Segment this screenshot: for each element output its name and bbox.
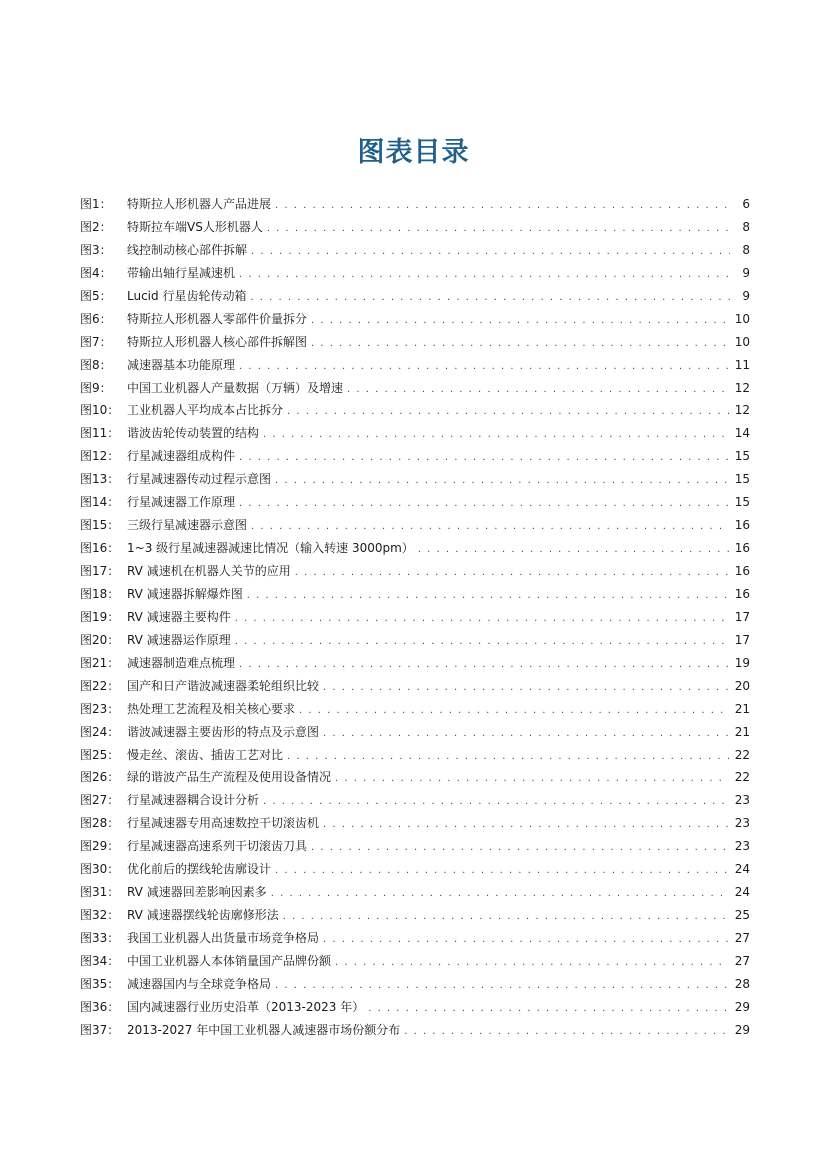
toc-dot-leader bbox=[311, 310, 729, 333]
toc-entry-page-number[interactable]: 23 bbox=[734, 839, 750, 854]
toc-entry-label: 图5： bbox=[80, 288, 112, 303]
toc-entry[interactable] bbox=[80, 468, 750, 491]
toc-entry[interactable] bbox=[80, 789, 750, 812]
toc-entry-title[interactable]: 线控制动核心部件拆解 bbox=[127, 242, 248, 257]
toc-entry[interactable] bbox=[80, 377, 750, 400]
toc-entry-title[interactable]: 带输出轴行星减速机 bbox=[127, 265, 236, 280]
toc-entry-title[interactable]: 行星减速器组成构件 bbox=[127, 449, 236, 464]
toc-entry-title[interactable]: 2013-2027 年中国工业机器人减速器市场份额分布 bbox=[127, 1022, 401, 1037]
toc-dot-leader bbox=[263, 424, 729, 447]
toc-dot-leader bbox=[235, 631, 729, 654]
toc-dot-leader bbox=[275, 195, 730, 218]
toc-dot-leader bbox=[239, 356, 729, 379]
toc-entry[interactable] bbox=[80, 904, 750, 927]
toc-entry-title[interactable]: 特斯拉车端VS人形机器人 bbox=[127, 219, 263, 234]
toc-dot-leader bbox=[311, 333, 729, 356]
toc-entry[interactable] bbox=[80, 950, 750, 973]
toc-entry-label: 图36： bbox=[80, 999, 120, 1014]
toc-dot-leader bbox=[311, 837, 729, 860]
toc-entry[interactable] bbox=[80, 652, 750, 675]
toc-entry-label: 图2： bbox=[80, 219, 112, 234]
toc-entry-label: 图1： bbox=[80, 197, 112, 211]
toc-entry-page-number[interactable]: 23 bbox=[734, 793, 750, 808]
toc-entry-label: 图32： bbox=[80, 908, 120, 923]
toc-entry[interactable] bbox=[80, 606, 750, 629]
toc-dot-leader bbox=[251, 241, 730, 264]
toc-entry[interactable] bbox=[80, 399, 750, 422]
toc-entry-page-number[interactable]: 21 bbox=[734, 701, 750, 716]
toc-entry-title[interactable]: 谐波减速器主要齿形的特点及示意图 bbox=[127, 724, 320, 739]
toc-entry-title[interactable]: 慢走丝、滚齿、插齿工艺对比 bbox=[127, 747, 284, 762]
toc-entry[interactable] bbox=[80, 354, 750, 377]
toc-entry[interactable] bbox=[80, 285, 750, 308]
toc-entry-title[interactable]: RV 减速器拆解爆炸图 bbox=[127, 586, 243, 601]
toc-entry[interactable] bbox=[80, 881, 750, 904]
toc-entry-page-number[interactable]: 17 bbox=[734, 609, 750, 624]
toc-dot-leader bbox=[239, 264, 730, 287]
toc-entry[interactable] bbox=[80, 858, 750, 881]
toc-dot-leader bbox=[418, 539, 729, 562]
toc-entry-label: 图33： bbox=[80, 931, 120, 945]
toc-entry[interactable] bbox=[80, 675, 750, 698]
toc-entry-page-number[interactable]: 9 bbox=[742, 288, 750, 303]
toc-entry[interactable] bbox=[80, 812, 750, 835]
toc-entry-page-number[interactable]: 29 bbox=[734, 999, 750, 1014]
toc-dot-leader bbox=[335, 768, 729, 791]
toc-entry-label: 图12： bbox=[80, 449, 120, 464]
toc-entry-page-number[interactable]: 22 bbox=[734, 770, 750, 785]
toc-entry-title[interactable]: 三级行星减速器示意图 bbox=[127, 518, 248, 533]
toc-entry[interactable] bbox=[80, 835, 750, 858]
toc-dot-leader bbox=[299, 700, 729, 723]
toc-entry-label: 图10： bbox=[80, 403, 120, 418]
toc-entry-title[interactable]: 热处理工艺流程及相关核心要求 bbox=[127, 701, 296, 716]
toc-dot-leader bbox=[368, 998, 728, 1021]
toc-entry-title[interactable]: RV 减速器回差影响因素多 bbox=[127, 885, 267, 900]
toc-dot-leader bbox=[247, 585, 729, 608]
toc-entry-title[interactable]: RV 减速器主要构件 bbox=[127, 609, 231, 624]
toc-entry[interactable] bbox=[80, 331, 750, 354]
toc-dot-leader bbox=[335, 952, 729, 975]
toc-entry-label: 图20： bbox=[80, 632, 120, 647]
toc-entry-label: 图6： bbox=[80, 311, 112, 326]
toc-entry-page-number[interactable]: 16 bbox=[734, 586, 750, 601]
toc-entry[interactable] bbox=[80, 744, 750, 767]
toc-entry-page-number[interactable]: 15 bbox=[734, 449, 750, 464]
toc-entry-title[interactable]: 行星减速器耦合设计分析 bbox=[127, 793, 260, 808]
page-title: 图表目录 bbox=[357, 137, 470, 168]
toc-entry-page-number[interactable]: 22 bbox=[734, 747, 750, 762]
toc-entry-page-number[interactable]: 6 bbox=[742, 197, 750, 211]
toc-entry-title[interactable]: 国内减速器行业历史沿革（2013-2023 年） bbox=[127, 999, 365, 1014]
toc-entry[interactable] bbox=[80, 308, 750, 331]
toc-entry-label: 图17： bbox=[80, 564, 120, 578]
toc-dot-leader bbox=[323, 723, 729, 746]
toc-entry-page-number[interactable]: 8 bbox=[742, 219, 750, 234]
toc-entry-label: 图23： bbox=[80, 701, 120, 716]
toc-entry-title[interactable]: 减速器制造难点梳理 bbox=[127, 655, 236, 670]
toc-entry-page-number[interactable]: 29 bbox=[734, 1022, 750, 1037]
toc-entry-label: 图31： bbox=[80, 885, 120, 900]
toc-dot-leader bbox=[239, 447, 729, 470]
toc-entry[interactable] bbox=[80, 514, 750, 537]
toc-dot-leader bbox=[275, 975, 729, 998]
toc-entry-label: 图15： bbox=[80, 518, 120, 533]
toc-dot-leader bbox=[251, 516, 729, 539]
toc-entry[interactable] bbox=[80, 216, 750, 239]
toc-entry-label: 图34： bbox=[80, 953, 120, 968]
toc-entry-label: 图18： bbox=[80, 586, 120, 601]
toc-entry[interactable] bbox=[80, 721, 750, 744]
toc-entry[interactable] bbox=[80, 973, 750, 996]
toc-entry[interactable] bbox=[80, 239, 750, 262]
toc-dot-leader bbox=[287, 401, 729, 424]
toc-dot-leader bbox=[275, 860, 729, 883]
toc-entry-label: 图27： bbox=[80, 793, 120, 808]
toc-entry[interactable] bbox=[80, 583, 750, 606]
toc-entry-page-number[interactable]: 16 bbox=[734, 564, 750, 578]
toc-entry-label: 图14： bbox=[80, 495, 120, 510]
toc-entry-label: 图19： bbox=[80, 609, 120, 624]
toc-entry-page-number[interactable]: 23 bbox=[734, 816, 750, 831]
toc-dot-leader bbox=[235, 608, 729, 631]
toc-entry[interactable] bbox=[80, 996, 750, 1019]
toc-entry-title[interactable]: 国产和日产谐波减速器柔轮组织比较 bbox=[127, 678, 320, 693]
toc-entry-page-number[interactable]: 10 bbox=[734, 311, 750, 326]
toc-entry-title[interactable]: RV 减速器摆线轮齿廓修形法 bbox=[127, 908, 279, 923]
toc-entry-label: 图22： bbox=[80, 678, 120, 693]
toc-entry-title[interactable]: 我国工业机器人出货量市场竞争格局 bbox=[127, 931, 320, 945]
toc-entry-title[interactable]: 行星减速器高速系列干切滚齿刀具 bbox=[127, 839, 308, 854]
toc-dot-leader bbox=[271, 883, 729, 906]
toc-dot-leader bbox=[263, 791, 729, 814]
toc-entry-label: 图29： bbox=[80, 839, 120, 854]
toc-entry[interactable] bbox=[80, 927, 750, 950]
toc-entry-page-number[interactable]: 16 bbox=[734, 518, 750, 533]
toc-entry-page-number[interactable]: 24 bbox=[734, 862, 750, 877]
toc-entry-page-number[interactable]: 27 bbox=[734, 953, 750, 968]
toc-entry-label: 图35： bbox=[80, 976, 120, 991]
toc-entry-page-number[interactable]: 25 bbox=[734, 908, 750, 923]
toc-entry-title[interactable]: 减速器国内与全球竞争格局 bbox=[127, 976, 272, 991]
toc-entry-title[interactable]: Lucid 行星齿轮传动箱 bbox=[127, 288, 247, 303]
toc-entry[interactable] bbox=[80, 445, 750, 468]
toc-entry[interactable] bbox=[80, 262, 750, 285]
toc-dot-leader bbox=[323, 677, 729, 700]
toc-entry-page-number[interactable]: 14 bbox=[734, 426, 750, 441]
toc-entry-title[interactable]: RV 减速器运作原理 bbox=[127, 632, 231, 647]
toc-entry-label: 图30： bbox=[80, 862, 120, 877]
toc-dot-leader bbox=[267, 218, 730, 241]
toc-entry-label: 图21： bbox=[80, 655, 120, 670]
toc-entry-page-number[interactable]: 15 bbox=[734, 495, 750, 510]
toc-entry[interactable] bbox=[80, 537, 750, 560]
toc-entry-page-number[interactable]: 11 bbox=[734, 357, 750, 372]
toc-entry-title[interactable]: 1~3 级行星减速器减速比情况（输入转速 3000pm） bbox=[127, 541, 414, 556]
toc-entry-label: 图16： bbox=[80, 541, 120, 556]
toc-entry-page-number[interactable]: 17 bbox=[734, 632, 750, 647]
toc-entry-label: 图8： bbox=[80, 357, 112, 372]
toc-dot-leader bbox=[239, 654, 729, 677]
toc-entry[interactable] bbox=[80, 193, 750, 216]
toc-entry[interactable] bbox=[80, 422, 750, 445]
toc-entry-title[interactable]: 中国工业机器人产量数据（万辆）及增速 bbox=[127, 380, 344, 395]
toc-entry[interactable] bbox=[80, 698, 750, 721]
toc-dot-leader bbox=[283, 906, 729, 929]
toc-entry-page-number[interactable]: 8 bbox=[742, 242, 750, 257]
toc-entry-page-number[interactable]: 16 bbox=[734, 541, 750, 556]
toc-entry[interactable] bbox=[80, 560, 750, 583]
toc-entry-page-number[interactable]: 12 bbox=[734, 403, 750, 418]
toc-entry-page-number[interactable]: 19 bbox=[734, 655, 750, 670]
toc-dot-leader bbox=[347, 379, 729, 402]
toc-entry-page-number[interactable]: 28 bbox=[734, 976, 750, 991]
toc-entry-page-number[interactable]: 24 bbox=[734, 885, 750, 900]
toc-entry-label: 图3： bbox=[80, 242, 112, 257]
toc-entry-title[interactable]: 中国工业机器人本体销量国产品牌份额 bbox=[127, 953, 332, 968]
toc-entry-label: 图11： bbox=[80, 426, 120, 441]
toc-entry-label: 图26： bbox=[80, 770, 120, 785]
toc-entry-title[interactable]: 行星减速器传动过程示意图 bbox=[127, 472, 272, 487]
toc-entry-title[interactable]: 谐波齿轮传动装置的结构 bbox=[127, 426, 260, 441]
toc-dot-leader bbox=[295, 562, 729, 585]
toc-entry-page-number[interactable]: 12 bbox=[734, 380, 750, 395]
toc-entry-label: 图13： bbox=[80, 472, 120, 487]
toc-entry-page-number[interactable]: 21 bbox=[734, 724, 750, 739]
toc-entry-title[interactable]: 特斯拉人形机器人产品进展 bbox=[127, 197, 272, 211]
toc-entry[interactable] bbox=[80, 1019, 750, 1042]
toc-entry-title[interactable]: 减速器基本功能原理 bbox=[127, 357, 236, 372]
toc-dot-leader bbox=[239, 493, 729, 516]
figure-toc-list bbox=[80, 193, 750, 1042]
toc-entry-label: 图28： bbox=[80, 816, 120, 831]
toc-entry-title[interactable]: 特斯拉人形机器人核心部件拆解图 bbox=[127, 334, 308, 349]
toc-entry-label: 图37： bbox=[80, 1022, 120, 1037]
toc-entry-page-number[interactable]: 15 bbox=[734, 472, 750, 487]
toc-entry-label: 图9： bbox=[80, 380, 112, 395]
toc-entry-page-number[interactable]: 10 bbox=[734, 334, 750, 349]
toc-entry-title[interactable]: 绿的谐波产品生产流程及使用设备情况 bbox=[127, 770, 332, 785]
toc-entry-title[interactable]: 工业机器人平均成本占比拆分 bbox=[127, 403, 284, 418]
toc-entry-label: 图4： bbox=[80, 265, 112, 280]
toc-entry-title[interactable]: 优化前后的摆线轮齿廓设计 bbox=[127, 862, 272, 877]
toc-entry-page-number[interactable]: 9 bbox=[742, 265, 750, 280]
toc-entry-title[interactable]: RV 减速机在机器人关节的应用 bbox=[127, 564, 291, 578]
toc-dot-leader bbox=[323, 929, 729, 952]
toc-dot-leader bbox=[404, 1021, 728, 1044]
toc-entry[interactable] bbox=[80, 766, 750, 789]
toc-entry-title[interactable]: 行星减速器工作原理 bbox=[127, 495, 236, 510]
toc-dot-leader bbox=[250, 287, 730, 310]
toc-dot-leader bbox=[287, 746, 729, 769]
toc-entry[interactable] bbox=[80, 629, 750, 652]
toc-entry-label: 图24： bbox=[80, 724, 120, 739]
toc-entry-page-number[interactable]: 27 bbox=[734, 931, 750, 945]
toc-entry[interactable] bbox=[80, 491, 750, 514]
toc-dot-leader bbox=[323, 814, 729, 837]
toc-entry-label: 图25： bbox=[80, 747, 120, 762]
toc-entry-label: 图7： bbox=[80, 334, 112, 349]
toc-entry-page-number[interactable]: 20 bbox=[734, 678, 750, 693]
toc-entry-title[interactable]: 特斯拉人形机器人零部件价量拆分 bbox=[127, 311, 308, 326]
toc-dot-leader bbox=[275, 470, 729, 493]
toc-entry-title[interactable]: 行星减速器专用高速数控干切滚齿机 bbox=[127, 816, 320, 831]
